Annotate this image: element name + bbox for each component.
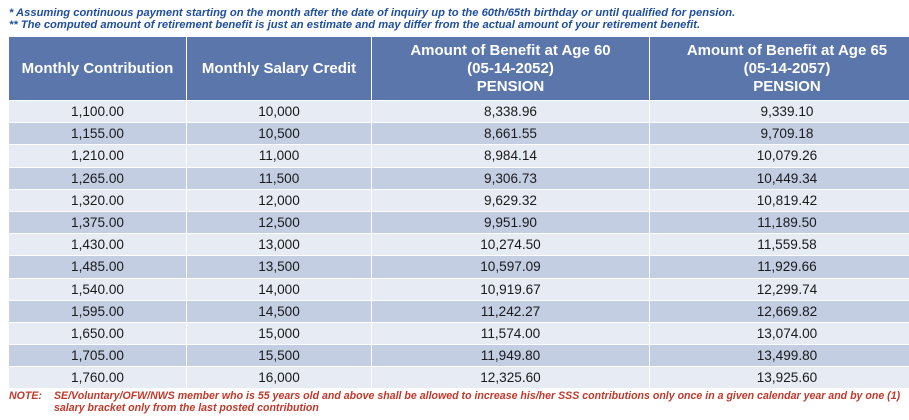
footer-note — [9, 390, 904, 414]
cell-monthly-contribution: 1,375.00 — [9, 211, 187, 233]
cell-monthly-contribution: 1,595.00 — [9, 300, 187, 322]
cell-benefit-age-60: 10,919.67 — [372, 278, 650, 300]
table-row — [9, 145, 909, 167]
cell-benefit-age-65: 10,449.34 — [650, 167, 909, 189]
header-monthly-salary-credit: Monthly Salary Credit — [187, 37, 372, 101]
cell-monthly-contribution: 1,155.00 — [9, 123, 187, 145]
cell-monthly-contribution: 1,210.00 — [9, 145, 187, 167]
cell-monthly-salary-credit: 10,500 — [187, 123, 372, 145]
header-monthly-contribution: Monthly Contribution — [9, 37, 187, 101]
cell-benefit-age-65: 10,079.26 — [650, 145, 909, 167]
cell-monthly-contribution: 1,650.00 — [9, 322, 187, 344]
cell-benefit-age-65: 9,339.10 — [650, 101, 909, 123]
note-continuous-payment: * Assuming continuous payment starting on the month after the date of inquiry up to the 60th/65th birthday or until qualified for pension. — [9, 7, 736, 19]
cell-monthly-salary-credit: 10,000 — [187, 101, 372, 123]
cell-benefit-age-65: 11,929.66 — [650, 256, 909, 278]
cell-monthly-salary-credit: 14,000 — [187, 278, 372, 300]
cell-monthly-salary-credit: 15,000 — [187, 322, 372, 344]
table-body — [9, 101, 909, 389]
cell-benefit-age-60: 9,629.32 — [372, 189, 650, 211]
cell-benefit-age-60: 9,306.73 — [372, 167, 650, 189]
cell-benefit-age-65: 11,189.50 — [650, 211, 909, 233]
cell-monthly-contribution: 1,485.00 — [9, 256, 187, 278]
table-row — [9, 189, 909, 211]
table-row — [9, 167, 909, 189]
header-age65-type: PENSION — [753, 77, 821, 95]
cell-monthly-contribution: 1,265.00 — [9, 167, 187, 189]
header-age60-date: (05-14-2052) — [467, 59, 554, 77]
cell-monthly-salary-credit: 15,500 — [187, 345, 372, 367]
cell-benefit-age-65: 12,669.82 — [650, 300, 909, 322]
header-age65-title: Amount of Benefit at Age 65 — [686, 41, 888, 59]
cell-benefit-age-60: 11,949.80 — [372, 345, 650, 367]
table-row — [9, 234, 909, 256]
note-estimate-disclaimer: ** The computed amount of retirement benefit is just an estimate and may differ from the actual amount of your retirement benefit. — [9, 19, 701, 31]
cell-benefit-age-60: 9,951.90 — [372, 211, 650, 233]
cell-benefit-age-60: 8,338.96 — [372, 101, 650, 123]
header-age65-date: (05-14-2057) — [743, 59, 831, 77]
cell-monthly-salary-credit: 11,000 — [187, 145, 372, 167]
table-row — [9, 256, 909, 278]
cell-benefit-age-65: 11,559.58 — [650, 234, 909, 256]
cell-monthly-salary-credit: 12,000 — [187, 189, 372, 211]
estimate-notes — [9, 7, 904, 31]
cell-monthly-salary-credit: 13,500 — [187, 256, 372, 278]
table-row — [9, 300, 909, 322]
cell-monthly-contribution: 1,430.00 — [9, 234, 187, 256]
cell-benefit-age-65: 13,074.00 — [650, 322, 909, 344]
cell-benefit-age-65: 10,819.42 — [650, 189, 909, 211]
cell-monthly-salary-credit: 13,000 — [187, 234, 372, 256]
cell-benefit-age-60: 11,574.00 — [372, 322, 650, 344]
cell-benefit-age-60: 11,242.27 — [372, 300, 650, 322]
cell-monthly-salary-credit: 14,500 — [187, 300, 372, 322]
cell-benefit-age-60: 10,597.09 — [372, 256, 650, 278]
table-row — [9, 278, 909, 300]
table-row — [9, 345, 909, 367]
cell-benefit-age-60: 8,661.55 — [372, 123, 650, 145]
cell-monthly-contribution: 1,705.00 — [9, 345, 187, 367]
cell-monthly-salary-credit: 12,500 — [187, 211, 372, 233]
table-header — [9, 37, 909, 101]
cell-benefit-age-60: 12,325.60 — [372, 367, 650, 389]
header-age60-type: PENSION — [476, 77, 545, 95]
cell-monthly-contribution: 1,100.00 — [9, 101, 187, 123]
cell-benefit-age-65: 13,499.80 — [650, 345, 909, 367]
cell-benefit-age-65: 9,709.18 — [650, 123, 909, 145]
cell-benefit-age-60: 8,984.14 — [372, 145, 650, 167]
cell-benefit-age-60: 10,274.50 — [372, 234, 650, 256]
header-row — [9, 37, 909, 101]
cell-benefit-age-65: 13,925.60 — [650, 367, 909, 389]
cell-monthly-contribution: 1,320.00 — [9, 189, 187, 211]
footer-note-text: SE/Voluntary/OFW/NWS member who is 55 years old and above shall be allowed to increase his/her SSS contributions only once in a given calendar year and by one (1) salary bracket only from the last posted contribution — [53, 390, 901, 414]
cell-monthly-salary-credit: 11,500 — [187, 167, 372, 189]
cell-monthly-contribution: 1,760.00 — [9, 367, 187, 389]
table-row — [9, 211, 909, 233]
cell-monthly-salary-credit: 16,000 — [187, 367, 372, 389]
table-row — [9, 367, 909, 389]
retirement-benefit-table — [8, 36, 909, 389]
header-benefit-age-65 — [650, 37, 909, 101]
header-age60-title: Amount of Benefit at Age 60 — [410, 41, 611, 59]
cell-monthly-contribution: 1,540.00 — [9, 278, 187, 300]
table-row — [9, 123, 909, 145]
table-row — [9, 101, 909, 123]
table-row — [9, 322, 909, 344]
cell-benefit-age-65: 12,299.74 — [650, 278, 909, 300]
footer-note-tag: NOTE: — [9, 390, 42, 402]
header-benefit-age-60 — [372, 37, 650, 101]
